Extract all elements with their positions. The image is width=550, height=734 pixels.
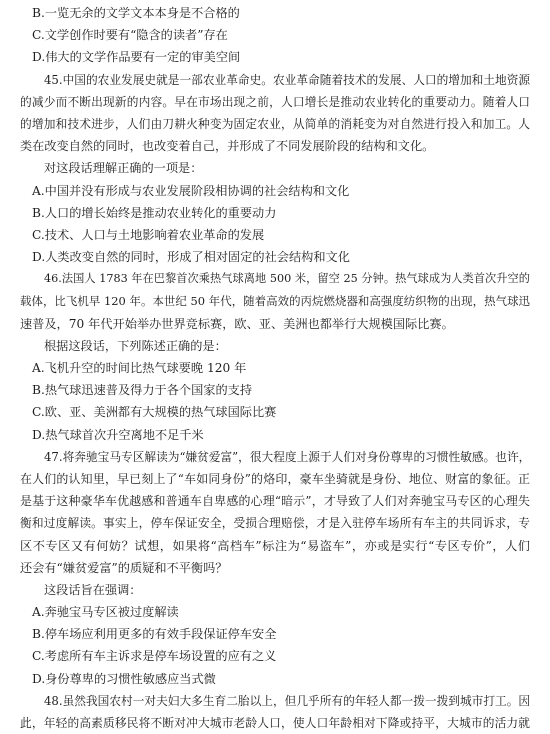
question-47 <box>20 446 530 690</box>
question-stem: 的减少而不断出现新的内容。早在市场出现之前，人口增长是推动农业转化的重要动力。随着人口 <box>20 94 530 109</box>
option-a: A.飞机升空的时间比热气球要晚 120 年 <box>32 361 247 375</box>
question-prompt: 根据这段话，下列陈述正确的是： <box>44 338 227 353</box>
question-stem: 载体，比飞机早 120 年。本世纪 50 年代，随着高效的丙烷燃烧器和高强度纺织物的出现，热气球迅 <box>20 294 530 309</box>
option-c: C.文学创作时要有“隐含的读者”存在 <box>32 28 228 43</box>
option-c: C.考虑所有车主诉求是停车场设置的应有之义 <box>32 649 277 664</box>
question-stem: 在人们的认知里，早已刻上了“车如同身份”的烙印，豪车坐骑就是身份、地位、财富的象征。正 <box>20 471 530 486</box>
option-d: D.身份尊卑的习惯性敏感应当式微 <box>32 671 216 686</box>
question-45 <box>20 69 530 269</box>
option-a: A.奔驰宝马专区被过度解读 <box>32 605 179 620</box>
question-stem: 47.将奔驰宝马专区解读为“嫌贫爱富”，很大程度上源于人们对身份尊卑的习惯性敏感。也许， <box>44 449 530 464</box>
option-b: B.热气球迅速普及得力于各个国家的支持 <box>32 383 253 398</box>
option-d: D.人类改变自然的同时，形成了相对固定的社会结构和文化 <box>32 250 350 265</box>
question-44-tail <box>20 2 530 69</box>
option-b: B.人口的增长始终是推动农业转化的重要动力 <box>32 205 277 220</box>
question-stem: 还会有“嫌贫爱富”的质疑和不平衡吗？ <box>20 560 228 575</box>
option-a: A.中国并没有形成与农业发展阶段相协调的社会结构和文化 <box>32 183 350 198</box>
question-stem: 是基于这种豪华车优越感和普通车自卑感的心理“暗示”，才导致了人们对奔驰宝马专区的心理失 <box>20 494 530 509</box>
question-48 <box>20 690 530 734</box>
option-d: D.热气球首次升空离地不足千米 <box>32 427 204 442</box>
question-stem: 46.法国人 1783 年在巴黎首次乘热气球离地 500 米，留空 25 分钟。热气球成为人类首次升空的 <box>44 272 530 286</box>
option-c: C.欧、亚、美洲都有大规模的热气球国际比赛 <box>32 405 277 420</box>
question-stem: 48.虽然我国农村一对夫妇大多生育二胎以上，但几乎所有的年轻人都一拨一拨到城市打工。因 <box>44 693 530 708</box>
question-stem: 区不专区又有何妨？试想，如果将“高档车”标注为“易盗车”，亦或是实行“专区专价”，人们 <box>20 538 530 553</box>
question-stem: 的增加和技术进步，人们由刀耕火种变为固定农业，从简单的消耗变为对自然进行投入和加工。人 <box>20 116 530 131</box>
option-c: C.技术、人口与土地影响着农业革命的发展 <box>32 227 265 242</box>
question-prompt: 对这段话理解正确的一项是： <box>44 161 203 176</box>
question-stem: 45.中国的农业发展史就是一部农业革命史。农业革命随着技术的发展、人口的增加和土地资源 <box>44 72 530 87</box>
option-d: D.伟大的文学作品要有一定的审美空间 <box>32 50 241 65</box>
option-b: B.一览无余的文学文本本身是不合格的 <box>32 6 240 20</box>
question-46 <box>20 268 530 446</box>
question-stem: 此，年轻的高素质移民将不断对冲大城市老龄人口，使人口年龄相对下降或持平，大城市的活力就 <box>20 716 530 730</box>
question-stem: 类在改变自然的同时，也改变着自己，并形成了不同发展阶段的结构和文化。 <box>20 139 435 154</box>
option-b: B.停车场应利用更多的有效手段保证停车安全 <box>32 627 277 642</box>
question-stem: 衡和过度解读。事实上，停车保证安全，受损合理赔偿，才是入驻停车场所有车主的共同诉求，专 <box>20 516 530 531</box>
question-stem: 速普及，70 年代开始举办世界竞标赛，欧、亚、美洲也都举行大规模国际比赛。 <box>20 316 454 331</box>
question-prompt: 这段话旨在强调： <box>44 582 142 597</box>
